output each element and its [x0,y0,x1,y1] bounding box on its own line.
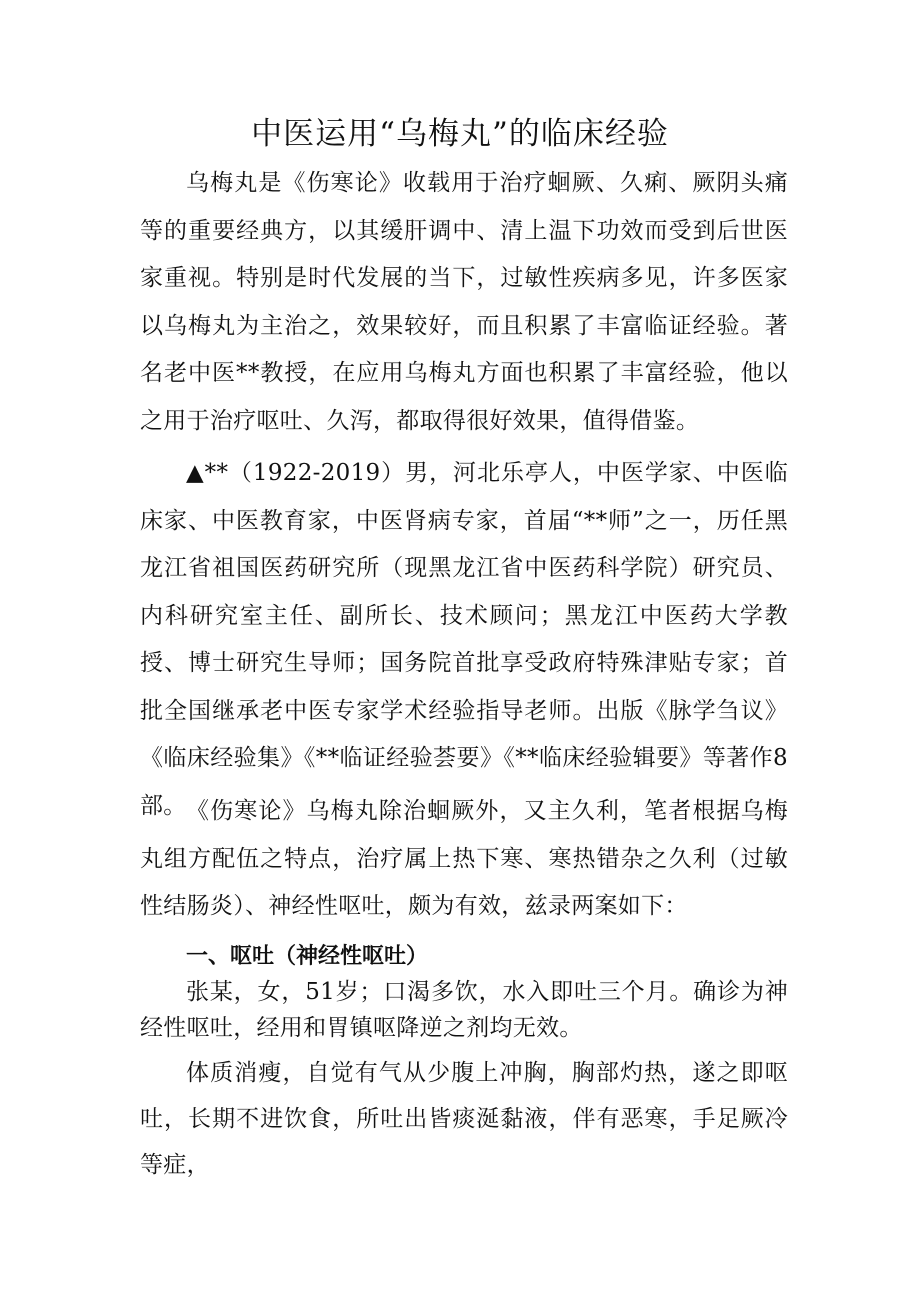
case-paragraph: 体质消瘦，自觉有气从少腹上冲胸，胸部灼热，遂之即呕吐，长期不进饮食，所吐出皆痰涎黏液，伴有恶寒，手足厥冷等症， [140,1060,788,1178]
section-heading: 一、呕吐（神经性呕吐） [186,944,429,969]
biography-paragraph: ▲**（1922-2019）男，河北乐亭人，中医学家、中医临床家、中医教育家，中医肾病专家，首届“**师”之一，历任黑龙江省祖国医药研究所（现黑龙江省中医药科学院）研究员、内科研究室主任、副所长、技术顾问；黑龙江中医药大学教授、博士研究生导师；国务院首批享受政府特殊津贴专家；首批全国继承老中医专家学术经验指导老师。出版《脉学刍议》《临床经验集》《**临证经验荟要》《**临床经验辑要》等著作8部。 [140,460,788,819]
document-title: 中医运用“乌梅丸”的临床经验 [251,116,669,152]
method-paragraph: 《伤寒论》乌梅丸除治蛔厥外，又主久利，笔者根据乌梅丸组方配伍之特点，治疗属上热下寒、寒热错杂之久利（过敏性结肠炎）、神经性呕吐，颇为有效，兹录两案如下： [140,798,788,919]
case-paragraph: 张某，女，51岁；口渴多饮，水入即吐三个月。确诊为神经性呕吐，经用和胃镇呕降逆之剂均无效。 [140,979,788,1041]
intro-paragraph: 乌梅丸是《伤寒论》收载用于治疗蛔厥、久痢、厥阴头痛等的重要经典方，以其缓肝调中、清上温下功效而受到后世医家重视。特别是时代发展的当下，过敏性疾病多见，许多医家以乌梅丸为主治之，效果较好，而且积累了丰富临证经验。著名老中医**教授，在应用乌梅丸方面也积累了丰富经验，他以之用于治疗呕吐、久泻，都取得很好效果，值得借鉴。 [140,170,788,434]
